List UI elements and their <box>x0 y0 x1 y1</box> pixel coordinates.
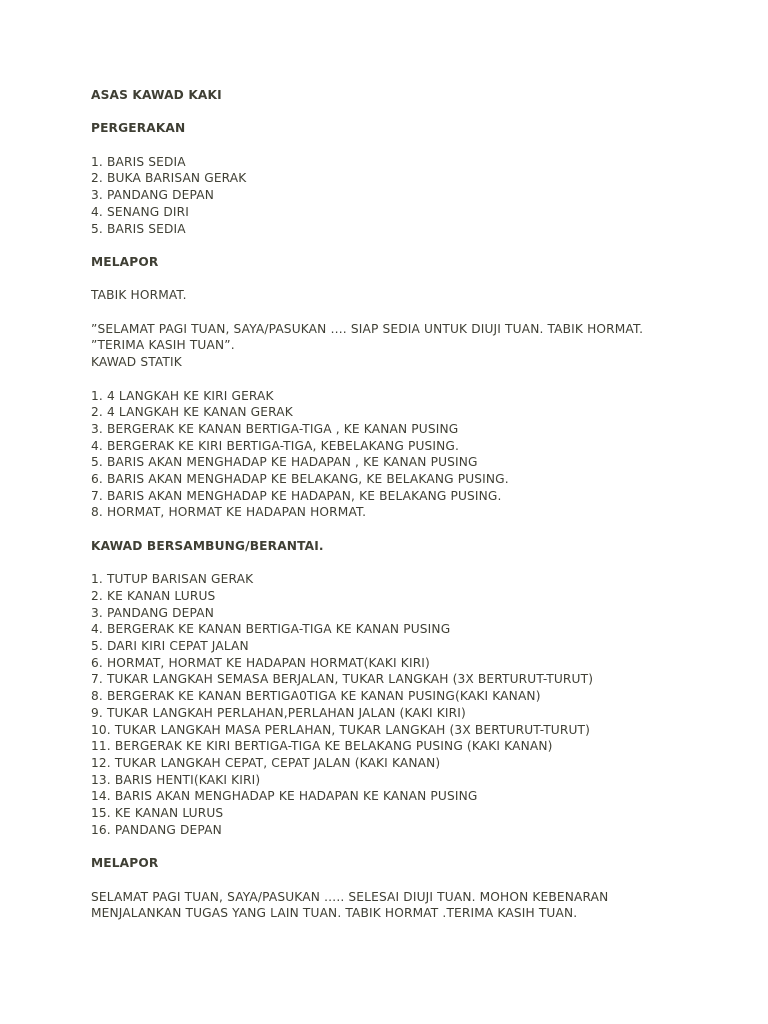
list-item: 3. PANDANG DEPAN <box>91 605 214 620</box>
section-heading-kawad-statik: KAWAD STATIK <box>91 355 182 370</box>
list-item: 7. TUKAR LANGKAH SEMASA BERJALAN, TUKAR LANGKAH (3X BERTURUT-TURUT) <box>91 672 594 687</box>
section-heading-kawad-bersambung: KAWAD BERSAMBUNG/BERANTAI. <box>91 538 324 553</box>
list-item: 1. TUTUP BARISAN GERAK <box>91 572 254 587</box>
closing-report-line: MENJALANKAN TUGAS YANG LAIN TUAN. TABIK HORMAT .TERIMA KASIH TUAN. <box>91 906 578 921</box>
list-item: 5. BARIS SEDIA <box>91 221 186 236</box>
list-kawad-statik <box>91 388 731 522</box>
document-title: ASAS KAWAD KAKI <box>91 88 222 102</box>
section-heading-melapor-2: MELAPOR <box>91 856 159 871</box>
list-item: 1. 4 LANGKAH KE KIRI GERAK <box>91 388 274 403</box>
spacer <box>91 839 731 856</box>
list-item: 16. PANDANG DEPAN <box>91 822 222 837</box>
spacer <box>91 137 731 154</box>
list-item: 2. 4 LANGKAH KE KANAN GERAK <box>91 405 293 420</box>
list-item: 6. HORMAT, HORMAT KE HADAPAN HORMAT(KAKI KIRI) <box>91 655 430 670</box>
list-item: 5. DARI KIRI CEPAT JALAN <box>91 639 249 654</box>
list-item: 15. KE KANAN LURUS <box>91 806 224 821</box>
list-item: 5. BARIS AKAN MENGHADAP KE HADAPAN , KE KANAN PUSING <box>91 455 478 470</box>
spacer <box>91 521 731 538</box>
list-item: 4. SENANG DIRI <box>91 204 189 219</box>
list-pergerakan <box>91 154 731 238</box>
list-item: 3. BERGERAK KE KANAN BERTIGA-TIGA , KE KANAN PUSING <box>91 421 459 436</box>
list-item: 10. TUKAR LANGKAH MASA PERLAHAN, TUKAR LANGKAH (3X BERTURUT-TURUT) <box>91 722 591 737</box>
spacer <box>91 304 731 321</box>
spacer <box>91 555 731 572</box>
report-quote-line: ”TERIMA KASIH TUAN”. <box>91 338 235 353</box>
spacer <box>91 371 731 388</box>
list-item: 3. PANDANG DEPAN <box>91 188 214 203</box>
section-heading-pergerakan: PERGERAKAN <box>91 121 186 136</box>
spacer <box>91 104 731 121</box>
list-item: 13. BARIS HENTI(KAKI KIRI) <box>91 772 261 787</box>
tabik-text: TABIK HORMAT. <box>91 288 187 303</box>
document-page <box>91 87 731 922</box>
list-item: 12. TUKAR LANGKAH CEPAT, CEPAT JALAN (KAKI KANAN) <box>91 756 441 770</box>
list-item: 11. BERGERAK KE KIRI BERTIGA-TIGA KE BELAKANG PUSING (KAKI KANAN) <box>91 739 553 754</box>
list-item: 1. BARIS SEDIA <box>91 154 186 169</box>
list-item: 8. HORMAT, HORMAT KE HADAPAN HORMAT. <box>91 505 367 520</box>
list-item: 2. BUKA BARISAN GERAK <box>91 171 247 186</box>
list-item: 14. BARIS AKAN MENGHADAP KE HADAPAN KE KANAN PUSING <box>91 789 478 804</box>
list-item: 9. TUKAR LANGKAH PERLAHAN,PERLAHAN JALAN (KAKI KIRI) <box>91 705 466 720</box>
report-quote-line: ”SELAMAT PAGI TUAN, SAYA/PASUKAN …. SIAP SEDIA UNTUK DIUJI TUAN. TABIK HORMAT. <box>91 321 644 336</box>
list-kawad-bersambung <box>91 571 731 838</box>
spacer <box>91 872 731 889</box>
list-item: 2. KE KANAN LURUS <box>91 588 216 603</box>
closing-report-line: SELAMAT PAGI TUAN, SAYA/PASUKAN ….. SELESAI DIUJI TUAN. MOHON KEBENARAN <box>91 889 609 904</box>
spacer <box>91 271 731 288</box>
list-item: 6. BARIS AKAN MENGHADAP KE BELAKANG, KE BELAKANG PUSING. <box>91 472 509 487</box>
list-item: 8. BERGERAK KE KANAN BERTIGA0TIGA KE KANAN PUSING(KAKI KANAN) <box>91 689 541 704</box>
list-item: 4. BERGERAK KE KANAN BERTIGA-TIGA KE KANAN PUSING <box>91 622 451 637</box>
spacer <box>91 237 731 254</box>
section-heading-melapor: MELAPOR <box>91 254 159 269</box>
list-item: 4. BERGERAK KE KIRI BERTIGA-TIGA, KEBELAKANG PUSING. <box>91 438 460 453</box>
list-item: 7. BARIS AKAN MENGHADAP KE HADAPAN, KE BELAKANG PUSING. <box>91 488 502 503</box>
